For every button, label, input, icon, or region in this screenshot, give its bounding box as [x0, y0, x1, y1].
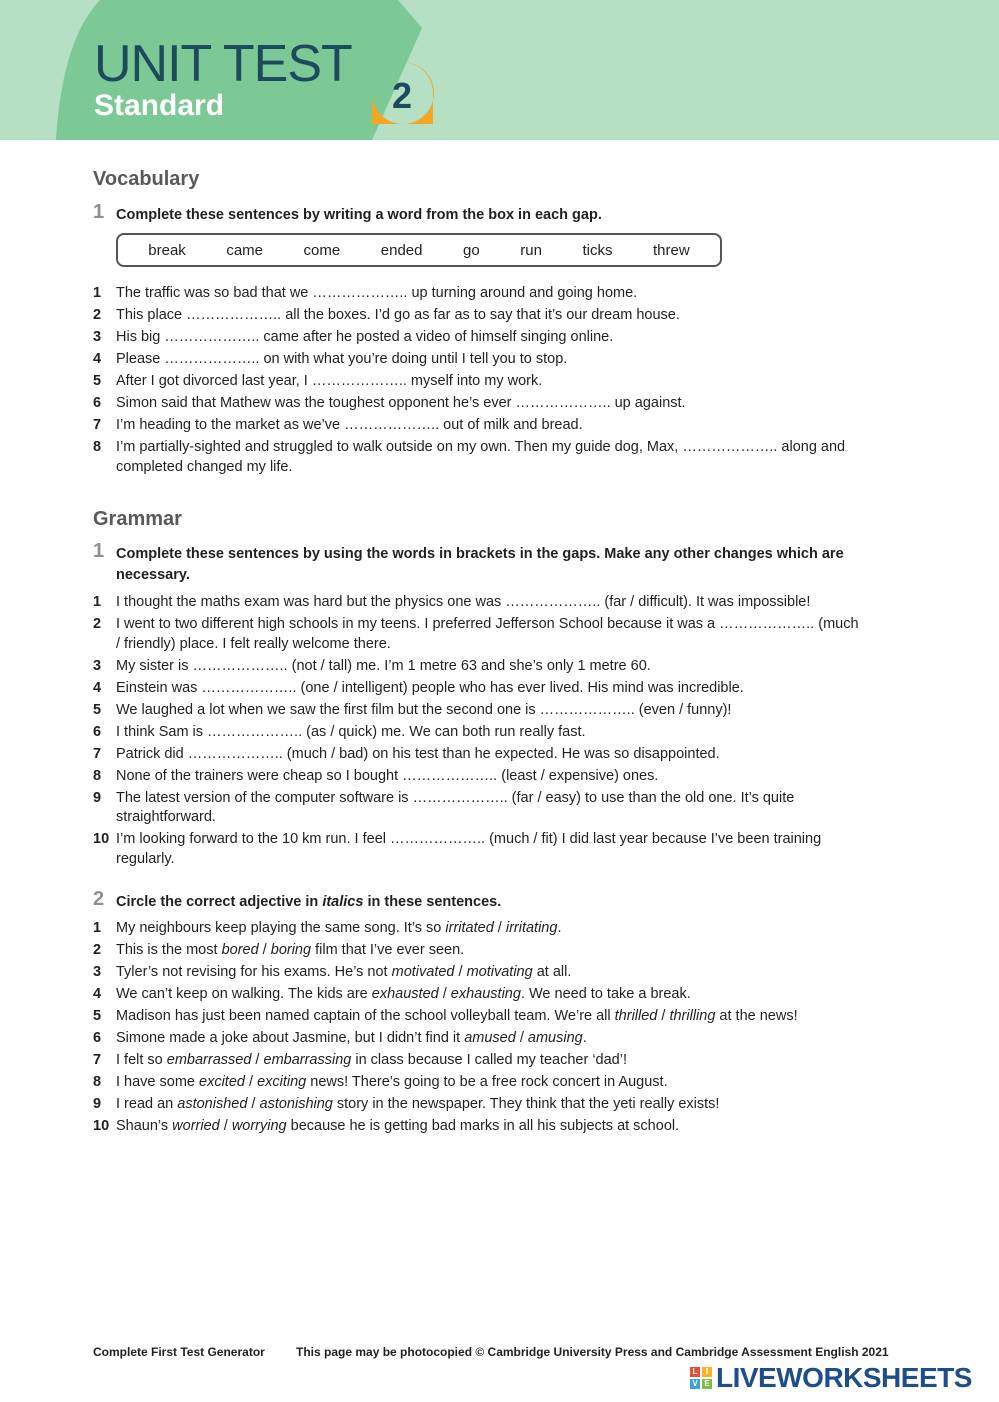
vocabulary-title: Vocabulary — [93, 168, 200, 190]
option-separator: / — [258, 942, 271, 958]
list-item — [93, 1007, 863, 1027]
sentence-start: My neighbours keep playing the same song. It’s so — [116, 920, 446, 936]
vocabulary-items — [93, 284, 863, 480]
sentence-start: I have some — [116, 1074, 200, 1090]
list-item — [93, 1117, 863, 1137]
option-a[interactable]: bored — [221, 942, 259, 958]
item-number: 6 — [93, 723, 102, 740]
word-box-word: threw — [652, 241, 690, 259]
instruction-text: Complete these sentences by using the words in brackets in the gaps. Make any other changes which are necessary. — [116, 546, 844, 583]
item-number: 4 — [93, 351, 102, 367]
item-number: 7 — [93, 1052, 102, 1068]
list-item — [93, 985, 863, 1005]
list-item — [93, 394, 863, 414]
list-item — [93, 830, 863, 869]
list-item — [93, 593, 863, 613]
list-item — [93, 1095, 863, 1115]
item-text — [116, 1007, 861, 1027]
option-a[interactable]: irritated — [445, 920, 494, 936]
sentence-start: Tyler’s not revising for his exams. He’s not — [116, 964, 392, 980]
sentence-start: Shaun’s — [116, 1118, 173, 1134]
option-a[interactable]: exhausted — [371, 986, 439, 1002]
option-a[interactable]: amused — [464, 1030, 516, 1046]
option-a[interactable]: worried — [172, 1118, 220, 1134]
item-text — [116, 985, 861, 1005]
item-text: We laughed a lot when we saw the first film but the second one is ……………….. (even / funny)! — [116, 701, 732, 718]
word-box-word: come — [303, 241, 341, 259]
option-a[interactable]: motivated — [391, 964, 455, 980]
item-number: 9 — [93, 789, 102, 806]
footer-title: Complete First Test Generator — [93, 1345, 265, 1359]
sentence-start: I read an — [116, 1096, 178, 1112]
item-text: The latest version of the computer software is ……………….. (far / easy) to use than the old one. It’s quite straightforward. — [116, 789, 795, 825]
item-text — [116, 1073, 861, 1093]
word-box-word: break — [148, 241, 186, 259]
list-item — [93, 963, 863, 983]
item-text: Patrick did ……………….. (much / bad) on his test than he expected. He was so disappointed. — [116, 745, 720, 762]
option-b[interactable]: boring — [270, 942, 312, 958]
list-item — [93, 615, 863, 654]
list-item — [93, 438, 863, 477]
instruction-text: Circle the correct adjective in italics in these sentences. — [116, 894, 502, 910]
list-item — [93, 919, 863, 939]
option-b[interactable]: exciting — [257, 1074, 307, 1090]
item-number: 6 — [93, 1030, 102, 1046]
option-b[interactable]: worrying — [231, 1118, 287, 1134]
option-separator: / — [251, 1052, 264, 1068]
sentence-end: in class because I called my teacher ‘dad’! — [351, 1052, 627, 1068]
option-a[interactable]: excited — [199, 1074, 245, 1090]
sentence-end: story in the newspaper. They think that the yeti really exists! — [332, 1096, 720, 1112]
option-b[interactable]: astonishing — [259, 1096, 333, 1112]
unit-subtitle: Standard — [94, 89, 225, 122]
word-box-word: go — [463, 241, 480, 259]
item-text: Please ……………….. on with what you’re doing until I tell you to stop. — [116, 351, 568, 367]
unit-number: 2 — [391, 75, 413, 116]
list-item — [93, 1073, 863, 1093]
item-number: 10 — [93, 1118, 110, 1134]
item-text — [116, 1095, 861, 1115]
item-text: I think Sam is ……………….. (as / quick) me. We can both run really fast. — [116, 723, 586, 740]
item-number: 8 — [93, 1074, 102, 1090]
option-a[interactable]: thrilled — [614, 1008, 658, 1024]
item-number: 9 — [93, 1096, 102, 1112]
item-number: 10 — [93, 831, 110, 847]
option-separator: / — [219, 1118, 232, 1134]
item-number: 1 — [93, 285, 102, 301]
exercise-number: 1 — [93, 201, 105, 223]
header-banner — [0, 0, 999, 140]
item-number: 1 — [93, 920, 102, 936]
option-b[interactable]: irritating — [505, 920, 558, 936]
item-text — [116, 1117, 861, 1137]
option-b[interactable]: exhausting — [450, 986, 521, 1002]
list-item — [93, 679, 863, 699]
list-item — [93, 306, 863, 326]
item-number: 2 — [93, 942, 102, 958]
option-separator: / — [454, 964, 467, 980]
item-text: The traffic was so bad that we ……………….. up turning around and going home. — [116, 285, 638, 301]
item-text: I’m looking forward to the 10 km run. I feel ……………….. (much / fit) I did last year because I’ve been training regularly. — [116, 831, 822, 867]
item-text — [116, 919, 861, 939]
exercise-number: 2 — [93, 888, 105, 910]
option-separator: / — [247, 1096, 260, 1112]
sentence-start: Simone made a joke about Jasmine, but I didn’t find it — [116, 1030, 465, 1046]
item-number: 6 — [93, 395, 102, 411]
list-item — [93, 416, 863, 436]
sentence-start: We can’t keep on walking. The kids are — [116, 986, 372, 1002]
item-number: 3 — [93, 329, 102, 345]
item-number: 8 — [93, 439, 102, 455]
grammar-instruction-1 — [93, 540, 873, 586]
list-item — [93, 328, 863, 348]
list-item — [93, 789, 863, 828]
option-separator: / — [244, 1074, 258, 1090]
item-text: After I got divorced last year, I ……………….. myself into my work. — [116, 373, 543, 389]
option-separator: / — [438, 986, 451, 1002]
item-text: Simon said that Mathew was the toughest opponent he’s ever ……………….. up against. — [116, 395, 686, 411]
list-item — [93, 745, 863, 765]
item-number: 3 — [93, 964, 102, 980]
word-box-word: ticks — [582, 241, 613, 259]
grammar-instruction-2 — [93, 888, 873, 913]
list-item — [93, 701, 863, 721]
list-item — [93, 657, 863, 677]
list-item — [93, 941, 863, 961]
exercise-number: 1 — [93, 540, 105, 562]
option-a[interactable]: astonished — [177, 1096, 248, 1112]
item-number: 4 — [93, 679, 102, 696]
option-separator: / — [657, 1008, 670, 1024]
sentence-end: at all. — [532, 964, 572, 980]
option-a[interactable]: embarrassed — [166, 1052, 252, 1068]
list-item — [93, 372, 863, 392]
sentence-end: . We need to take a break. — [520, 986, 691, 1002]
sentence-end: at the news! — [715, 1008, 798, 1024]
option-b[interactable]: amusing — [527, 1030, 583, 1046]
item-number: 5 — [93, 701, 102, 718]
grammar-title: Grammar — [93, 508, 182, 530]
grammar-ex2-items — [93, 919, 863, 1139]
list-item — [93, 767, 863, 787]
item-number: 7 — [93, 745, 102, 762]
sentence-end: film that I’ve ever seen. — [311, 942, 465, 958]
vocabulary-instruction — [93, 201, 873, 226]
item-number: 4 — [93, 986, 102, 1002]
item-number: 1 — [93, 594, 102, 610]
item-number: 5 — [93, 373, 102, 389]
item-text: I’m partially-sighted and struggled to walk outside on my own. Then my guide dog, Max, ……………….. along and completed changed my life. — [116, 439, 846, 475]
sentence-end: because he is getting bad marks in all his subjects at school. — [286, 1118, 680, 1134]
list-item — [93, 284, 863, 304]
item-text: His big ……………….. came after he posted a video of himself singing online. — [116, 329, 614, 345]
item-number: 8 — [93, 767, 102, 784]
item-text: This place ……………….. all the boxes. I’d go as far as to say that it’s our dream house. — [116, 307, 680, 323]
item-text: My sister is ……………….. (not / tall) me. I’m 1 metre 63 and she’s only 1 metre 60. — [116, 657, 651, 674]
item-text — [116, 1029, 861, 1049]
list-item — [93, 1029, 863, 1049]
item-number: 2 — [93, 307, 102, 323]
sentence-end: . — [582, 1030, 587, 1046]
item-text: I thought the maths exam was hard but the physics one was ……………….. (far / difficult). It was impossible! — [116, 594, 811, 610]
option-b[interactable]: embarrassing — [263, 1052, 352, 1068]
instruction-text: Complete these sentences by writing a word from the box in each gap. — [116, 207, 602, 223]
list-item — [93, 1051, 863, 1071]
item-text — [116, 963, 861, 983]
item-text — [116, 941, 861, 961]
word-box-word: came — [226, 241, 264, 259]
grammar-ex1-items — [93, 593, 863, 872]
item-number: 7 — [93, 417, 102, 433]
footer-copyright: This page may be photocopied © Cambridge University Press and Cambridge Assessment English 2021 — [296, 1345, 889, 1359]
word-box — [116, 233, 722, 267]
sentence-end: news! There’s going to be a free rock concert in August. — [306, 1074, 668, 1090]
sentence-start: Madison has just been named captain of the school volleyball team. We’re all — [116, 1008, 615, 1024]
sentence-end: . — [557, 920, 562, 936]
item-text: Einstein was ……………….. (one / intelligent) people who has ever lived. His mind was incredible. — [116, 679, 744, 696]
list-item — [93, 350, 863, 370]
word-box-word: run — [520, 241, 542, 259]
option-separator: / — [493, 920, 506, 936]
item-text: I went to two different high schools in my teens. I preferred Jefferson School because it was a ……………….. (much / friendly) place. I felt really welcome there. — [116, 616, 859, 652]
option-b[interactable]: thrilling — [669, 1008, 716, 1024]
item-text: None of the trainers were cheap so I bought ……………….. (least / expensive) ones. — [116, 767, 659, 784]
item-number: 5 — [93, 1008, 102, 1024]
option-separator: / — [515, 1030, 528, 1046]
logo-grid-icon: L I V E — [690, 1367, 712, 1389]
logo-text: LIVEWORKSHEETS — [716, 1362, 972, 1393]
sentence-start: I felt so — [116, 1052, 167, 1068]
liveworksheets-logo[interactable] — [690, 1362, 972, 1394]
unit-title: UNIT TEST — [94, 35, 352, 93]
item-text: I’m heading to the market as we’ve ……………….. out of milk and bread. — [116, 417, 583, 433]
sentence-start: This is the most — [116, 942, 222, 958]
word-box-word: ended — [380, 241, 423, 259]
item-number: 2 — [93, 616, 102, 632]
list-item — [93, 723, 863, 743]
item-number: 3 — [93, 657, 102, 674]
item-text — [116, 1051, 861, 1071]
option-b[interactable]: motivating — [466, 964, 533, 980]
